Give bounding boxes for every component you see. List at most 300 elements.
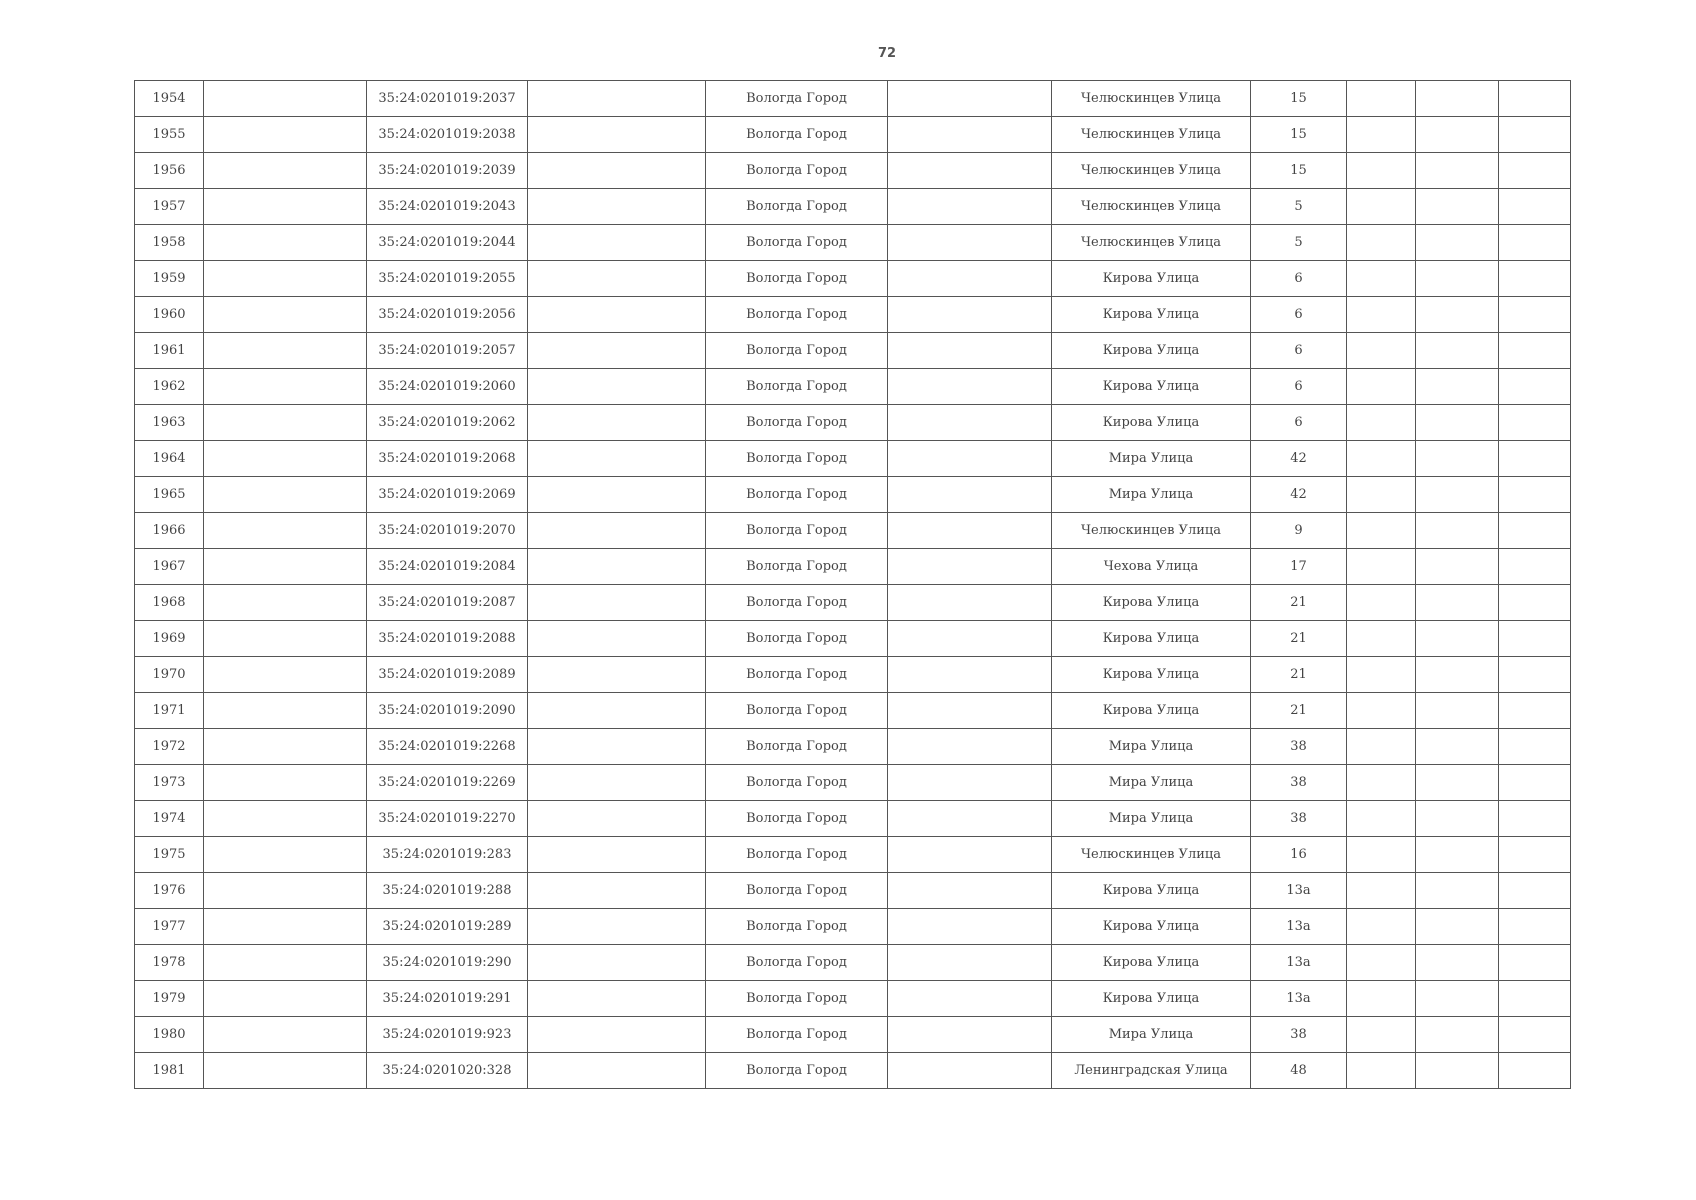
empty-cell xyxy=(1347,621,1416,657)
empty-cell xyxy=(1416,693,1499,729)
house-number-cell: 5 xyxy=(1251,189,1347,225)
empty-cell xyxy=(1499,729,1571,765)
house-number-cell: 6 xyxy=(1251,297,1347,333)
empty-cell xyxy=(1416,801,1499,837)
empty-cell xyxy=(528,909,706,945)
street-cell: Челюскинцев Улица xyxy=(1052,81,1251,117)
empty-cell xyxy=(1416,945,1499,981)
empty-cell xyxy=(528,549,706,585)
empty-cell xyxy=(204,585,367,621)
table-row xyxy=(135,261,1571,297)
empty-cell xyxy=(888,693,1052,729)
empty-cell xyxy=(204,1053,367,1089)
empty-cell xyxy=(1347,945,1416,981)
empty-cell xyxy=(1347,873,1416,909)
cadastral-number-cell: 35:24:0201019:2269 xyxy=(367,765,528,801)
empty-cell xyxy=(1499,981,1571,1017)
street-cell: Мира Улица xyxy=(1052,729,1251,765)
empty-cell xyxy=(528,117,706,153)
empty-cell xyxy=(1499,513,1571,549)
house-number-cell: 6 xyxy=(1251,369,1347,405)
empty-cell xyxy=(204,261,367,297)
empty-cell xyxy=(204,441,367,477)
empty-cell xyxy=(528,837,706,873)
empty-cell xyxy=(1347,225,1416,261)
row-number-cell: 1956 xyxy=(135,153,204,189)
empty-cell xyxy=(204,909,367,945)
cadastral-number-cell: 35:24:0201019:2037 xyxy=(367,81,528,117)
property-registry-table xyxy=(134,80,1571,1089)
house-number-cell: 6 xyxy=(1251,261,1347,297)
empty-cell xyxy=(204,837,367,873)
empty-cell xyxy=(1347,657,1416,693)
row-number-cell: 1961 xyxy=(135,333,204,369)
empty-cell xyxy=(1416,765,1499,801)
empty-cell xyxy=(1416,1053,1499,1089)
row-number-cell: 1968 xyxy=(135,585,204,621)
house-number-cell: 13а xyxy=(1251,945,1347,981)
empty-cell xyxy=(1347,189,1416,225)
empty-cell xyxy=(1416,261,1499,297)
empty-cell xyxy=(528,189,706,225)
empty-cell xyxy=(204,513,367,549)
empty-cell xyxy=(528,477,706,513)
empty-cell xyxy=(1416,549,1499,585)
empty-cell xyxy=(888,549,1052,585)
cadastral-number-cell: 35:24:0201019:2043 xyxy=(367,189,528,225)
row-number-cell: 1958 xyxy=(135,225,204,261)
empty-cell xyxy=(1416,621,1499,657)
city-cell: Вологда Город xyxy=(706,621,888,657)
empty-cell xyxy=(1499,945,1571,981)
empty-cell xyxy=(1347,1017,1416,1053)
empty-cell xyxy=(204,693,367,729)
empty-cell xyxy=(888,297,1052,333)
city-cell: Вологда Город xyxy=(706,81,888,117)
empty-cell xyxy=(1416,837,1499,873)
city-cell: Вологда Город xyxy=(706,729,888,765)
cadastral-number-cell: 35:24:0201019:2068 xyxy=(367,441,528,477)
empty-cell xyxy=(888,801,1052,837)
cadastral-number-cell: 35:24:0201019:2090 xyxy=(367,693,528,729)
empty-cell xyxy=(888,1053,1052,1089)
empty-cell xyxy=(1499,117,1571,153)
empty-cell xyxy=(1347,693,1416,729)
city-cell: Вологда Город xyxy=(706,513,888,549)
table-row xyxy=(135,477,1571,513)
street-cell: Кирова Улица xyxy=(1052,945,1251,981)
cadastral-number-cell: 35:24:0201019:290 xyxy=(367,945,528,981)
house-number-cell: 38 xyxy=(1251,801,1347,837)
empty-cell xyxy=(1416,189,1499,225)
house-number-cell: 48 xyxy=(1251,1053,1347,1089)
cadastral-number-cell: 35:24:0201019:2088 xyxy=(367,621,528,657)
city-cell: Вологда Город xyxy=(706,153,888,189)
row-number-cell: 1964 xyxy=(135,441,204,477)
row-number-cell: 1974 xyxy=(135,801,204,837)
house-number-cell: 15 xyxy=(1251,153,1347,189)
empty-cell xyxy=(1416,585,1499,621)
city-cell: Вологда Город xyxy=(706,549,888,585)
street-cell: Мира Улица xyxy=(1052,801,1251,837)
empty-cell xyxy=(528,585,706,621)
cadastral-number-cell: 35:24:0201019:2070 xyxy=(367,513,528,549)
house-number-cell: 21 xyxy=(1251,621,1347,657)
empty-cell xyxy=(204,945,367,981)
empty-cell xyxy=(1347,81,1416,117)
empty-cell xyxy=(1347,909,1416,945)
empty-cell xyxy=(888,621,1052,657)
empty-cell xyxy=(1347,477,1416,513)
street-cell: Кирова Улица xyxy=(1052,333,1251,369)
city-cell: Вологда Город xyxy=(706,693,888,729)
street-cell: Мира Улица xyxy=(1052,477,1251,513)
empty-cell xyxy=(528,153,706,189)
empty-cell xyxy=(888,945,1052,981)
cadastral-number-cell: 35:24:0201019:2055 xyxy=(367,261,528,297)
house-number-cell: 6 xyxy=(1251,405,1347,441)
empty-cell xyxy=(1499,657,1571,693)
empty-cell xyxy=(1347,333,1416,369)
empty-cell xyxy=(528,297,706,333)
empty-cell xyxy=(1347,585,1416,621)
house-number-cell: 21 xyxy=(1251,585,1347,621)
street-cell: Кирова Улица xyxy=(1052,297,1251,333)
empty-cell xyxy=(888,513,1052,549)
row-number-cell: 1973 xyxy=(135,765,204,801)
empty-cell xyxy=(1347,837,1416,873)
empty-cell xyxy=(1499,441,1571,477)
cadastral-number-cell: 35:24:0201019:2038 xyxy=(367,117,528,153)
empty-cell xyxy=(1416,153,1499,189)
cadastral-number-cell: 35:24:0201019:2087 xyxy=(367,585,528,621)
house-number-cell: 38 xyxy=(1251,1017,1347,1053)
empty-cell xyxy=(1416,513,1499,549)
empty-cell xyxy=(204,765,367,801)
cadastral-number-cell: 35:24:0201019:288 xyxy=(367,873,528,909)
empty-cell xyxy=(1499,297,1571,333)
empty-cell xyxy=(528,261,706,297)
empty-cell xyxy=(1416,441,1499,477)
row-number-cell: 1975 xyxy=(135,837,204,873)
empty-cell xyxy=(1499,333,1571,369)
empty-cell xyxy=(1416,369,1499,405)
table-row xyxy=(135,405,1571,441)
empty-cell xyxy=(888,981,1052,1017)
empty-cell xyxy=(204,297,367,333)
empty-cell xyxy=(1416,909,1499,945)
city-cell: Вологда Город xyxy=(706,117,888,153)
empty-cell xyxy=(1347,441,1416,477)
empty-cell xyxy=(204,189,367,225)
empty-cell xyxy=(1347,513,1416,549)
table-row xyxy=(135,369,1571,405)
street-cell: Кирова Улица xyxy=(1052,981,1251,1017)
empty-cell xyxy=(204,1017,367,1053)
empty-cell xyxy=(1347,117,1416,153)
city-cell: Вологда Город xyxy=(706,801,888,837)
empty-cell xyxy=(204,153,367,189)
house-number-cell: 38 xyxy=(1251,729,1347,765)
city-cell: Вологда Город xyxy=(706,297,888,333)
empty-cell xyxy=(888,117,1052,153)
row-number-cell: 1954 xyxy=(135,81,204,117)
table-row xyxy=(135,513,1571,549)
empty-cell xyxy=(204,81,367,117)
empty-cell xyxy=(528,405,706,441)
house-number-cell: 42 xyxy=(1251,441,1347,477)
empty-cell xyxy=(204,657,367,693)
house-number-cell: 17 xyxy=(1251,549,1347,585)
empty-cell xyxy=(204,405,367,441)
empty-cell xyxy=(888,405,1052,441)
empty-cell xyxy=(888,873,1052,909)
empty-cell xyxy=(1499,477,1571,513)
empty-cell xyxy=(888,261,1052,297)
city-cell: Вологда Город xyxy=(706,1053,888,1089)
row-number-cell: 1965 xyxy=(135,477,204,513)
table-row xyxy=(135,189,1571,225)
row-number-cell: 1960 xyxy=(135,297,204,333)
empty-cell xyxy=(528,1053,706,1089)
empty-cell xyxy=(888,225,1052,261)
cadastral-number-cell: 35:24:0201020:328 xyxy=(367,1053,528,1089)
empty-cell xyxy=(1499,153,1571,189)
house-number-cell: 13а xyxy=(1251,873,1347,909)
city-cell: Вологда Город xyxy=(706,909,888,945)
empty-cell xyxy=(204,801,367,837)
street-cell: Челюскинцев Улица xyxy=(1052,189,1251,225)
empty-cell xyxy=(1499,1017,1571,1053)
empty-cell xyxy=(1347,549,1416,585)
empty-cell xyxy=(1499,909,1571,945)
table-row xyxy=(135,585,1571,621)
table-row xyxy=(135,117,1571,153)
street-cell: Кирова Улица xyxy=(1052,405,1251,441)
street-cell: Челюскинцев Улица xyxy=(1052,837,1251,873)
city-cell: Вологда Город xyxy=(706,945,888,981)
empty-cell xyxy=(888,1017,1052,1053)
empty-cell xyxy=(888,369,1052,405)
city-cell: Вологда Город xyxy=(706,873,888,909)
table-row xyxy=(135,621,1571,657)
empty-cell xyxy=(1347,1053,1416,1089)
empty-cell xyxy=(888,765,1052,801)
cadastral-number-cell: 35:24:0201019:2069 xyxy=(367,477,528,513)
empty-cell xyxy=(528,873,706,909)
empty-cell xyxy=(1416,81,1499,117)
row-number-cell: 1977 xyxy=(135,909,204,945)
table-row xyxy=(135,153,1571,189)
street-cell: Кирова Улица xyxy=(1052,369,1251,405)
table-row xyxy=(135,693,1571,729)
cadastral-number-cell: 35:24:0201019:2044 xyxy=(367,225,528,261)
empty-cell xyxy=(528,765,706,801)
empty-cell xyxy=(1347,261,1416,297)
street-cell: Кирова Улица xyxy=(1052,621,1251,657)
cadastral-number-cell: 35:24:0201019:2268 xyxy=(367,729,528,765)
empty-cell xyxy=(888,81,1052,117)
table-row xyxy=(135,297,1571,333)
empty-cell xyxy=(1499,837,1571,873)
empty-cell xyxy=(888,585,1052,621)
street-cell: Челюскинцев Улица xyxy=(1052,513,1251,549)
empty-cell xyxy=(1416,1017,1499,1053)
empty-cell xyxy=(528,225,706,261)
house-number-cell: 42 xyxy=(1251,477,1347,513)
table-row xyxy=(135,333,1571,369)
empty-cell xyxy=(888,729,1052,765)
cadastral-number-cell: 35:24:0201019:923 xyxy=(367,1017,528,1053)
city-cell: Вологда Город xyxy=(706,225,888,261)
row-number-cell: 1981 xyxy=(135,1053,204,1089)
house-number-cell: 21 xyxy=(1251,693,1347,729)
empty-cell xyxy=(1416,981,1499,1017)
empty-cell xyxy=(888,837,1052,873)
empty-cell xyxy=(528,729,706,765)
empty-cell xyxy=(204,477,367,513)
street-cell: Челюскинцев Улица xyxy=(1052,153,1251,189)
empty-cell xyxy=(1347,153,1416,189)
city-cell: Вологда Город xyxy=(706,441,888,477)
empty-cell xyxy=(1499,801,1571,837)
empty-cell xyxy=(528,513,706,549)
empty-cell xyxy=(888,909,1052,945)
street-cell: Кирова Улица xyxy=(1052,261,1251,297)
page-number: 72 xyxy=(877,46,897,61)
empty-cell xyxy=(204,333,367,369)
house-number-cell: 21 xyxy=(1251,657,1347,693)
empty-cell xyxy=(204,873,367,909)
empty-cell xyxy=(1499,369,1571,405)
cadastral-number-cell: 35:24:0201019:2084 xyxy=(367,549,528,585)
empty-cell xyxy=(1499,585,1571,621)
street-cell: Чехова Улица xyxy=(1052,549,1251,585)
empty-cell xyxy=(888,657,1052,693)
empty-cell xyxy=(1499,873,1571,909)
table-row xyxy=(135,225,1571,261)
empty-cell xyxy=(204,225,367,261)
empty-cell xyxy=(528,945,706,981)
table-row xyxy=(135,801,1571,837)
city-cell: Вологда Город xyxy=(706,837,888,873)
empty-cell xyxy=(1416,117,1499,153)
city-cell: Вологда Город xyxy=(706,405,888,441)
row-number-cell: 1976 xyxy=(135,873,204,909)
empty-cell xyxy=(1499,1053,1571,1089)
empty-cell xyxy=(1347,729,1416,765)
city-cell: Вологда Город xyxy=(706,765,888,801)
empty-cell xyxy=(1347,801,1416,837)
empty-cell xyxy=(1499,405,1571,441)
empty-cell xyxy=(1416,297,1499,333)
row-number-cell: 1979 xyxy=(135,981,204,1017)
cadastral-number-cell: 35:24:0201019:2039 xyxy=(367,153,528,189)
city-cell: Вологда Город xyxy=(706,261,888,297)
empty-cell xyxy=(528,333,706,369)
table-row xyxy=(135,981,1571,1017)
row-number-cell: 1972 xyxy=(135,729,204,765)
empty-cell xyxy=(204,729,367,765)
row-number-cell: 1966 xyxy=(135,513,204,549)
empty-cell xyxy=(1499,189,1571,225)
empty-cell xyxy=(1499,81,1571,117)
empty-cell xyxy=(1499,765,1571,801)
table-row xyxy=(135,81,1571,117)
empty-cell xyxy=(888,153,1052,189)
cadastral-number-cell: 35:24:0201019:291 xyxy=(367,981,528,1017)
cadastral-number-cell: 35:24:0201019:2270 xyxy=(367,801,528,837)
cadastral-number-cell: 35:24:0201019:2062 xyxy=(367,405,528,441)
empty-cell xyxy=(528,81,706,117)
empty-cell xyxy=(528,369,706,405)
empty-cell xyxy=(1416,333,1499,369)
street-cell: Челюскинцев Улица xyxy=(1052,225,1251,261)
street-cell: Кирова Улица xyxy=(1052,909,1251,945)
empty-cell xyxy=(204,549,367,585)
street-cell: Мира Улица xyxy=(1052,441,1251,477)
row-number-cell: 1970 xyxy=(135,657,204,693)
house-number-cell: 13а xyxy=(1251,909,1347,945)
row-number-cell: 1959 xyxy=(135,261,204,297)
row-number-cell: 1978 xyxy=(135,945,204,981)
empty-cell xyxy=(204,621,367,657)
empty-cell xyxy=(1499,549,1571,585)
empty-cell xyxy=(1416,225,1499,261)
house-number-cell: 38 xyxy=(1251,765,1347,801)
street-cell: Кирова Улица xyxy=(1052,657,1251,693)
table-row xyxy=(135,765,1571,801)
city-cell: Вологда Город xyxy=(706,981,888,1017)
table-row xyxy=(135,873,1571,909)
empty-cell xyxy=(528,981,706,1017)
row-number-cell: 1957 xyxy=(135,189,204,225)
city-cell: Вологда Город xyxy=(706,189,888,225)
empty-cell xyxy=(204,369,367,405)
street-cell: Челюскинцев Улица xyxy=(1052,117,1251,153)
city-cell: Вологда Город xyxy=(706,333,888,369)
table-row xyxy=(135,657,1571,693)
cadastral-number-cell: 35:24:0201019:2056 xyxy=(367,297,528,333)
empty-cell xyxy=(1416,405,1499,441)
street-cell: Кирова Улица xyxy=(1052,873,1251,909)
house-number-cell: 15 xyxy=(1251,117,1347,153)
street-cell: Кирова Улица xyxy=(1052,693,1251,729)
city-cell: Вологда Город xyxy=(706,477,888,513)
cadastral-number-cell: 35:24:0201019:2057 xyxy=(367,333,528,369)
empty-cell xyxy=(528,801,706,837)
table-row xyxy=(135,549,1571,585)
empty-cell xyxy=(1347,297,1416,333)
table-row xyxy=(135,441,1571,477)
row-number-cell: 1971 xyxy=(135,693,204,729)
cadastral-number-cell: 35:24:0201019:283 xyxy=(367,837,528,873)
empty-cell xyxy=(888,441,1052,477)
street-cell: Ленинградская Улица xyxy=(1052,1053,1251,1089)
empty-cell xyxy=(1416,873,1499,909)
house-number-cell: 5 xyxy=(1251,225,1347,261)
house-number-cell: 16 xyxy=(1251,837,1347,873)
city-cell: Вологда Город xyxy=(706,1017,888,1053)
empty-cell xyxy=(204,981,367,1017)
empty-cell xyxy=(1416,657,1499,693)
empty-cell xyxy=(1347,765,1416,801)
table-row xyxy=(135,945,1571,981)
table-row xyxy=(135,837,1571,873)
table-row xyxy=(135,729,1571,765)
city-cell: Вологда Город xyxy=(706,369,888,405)
empty-cell xyxy=(888,189,1052,225)
